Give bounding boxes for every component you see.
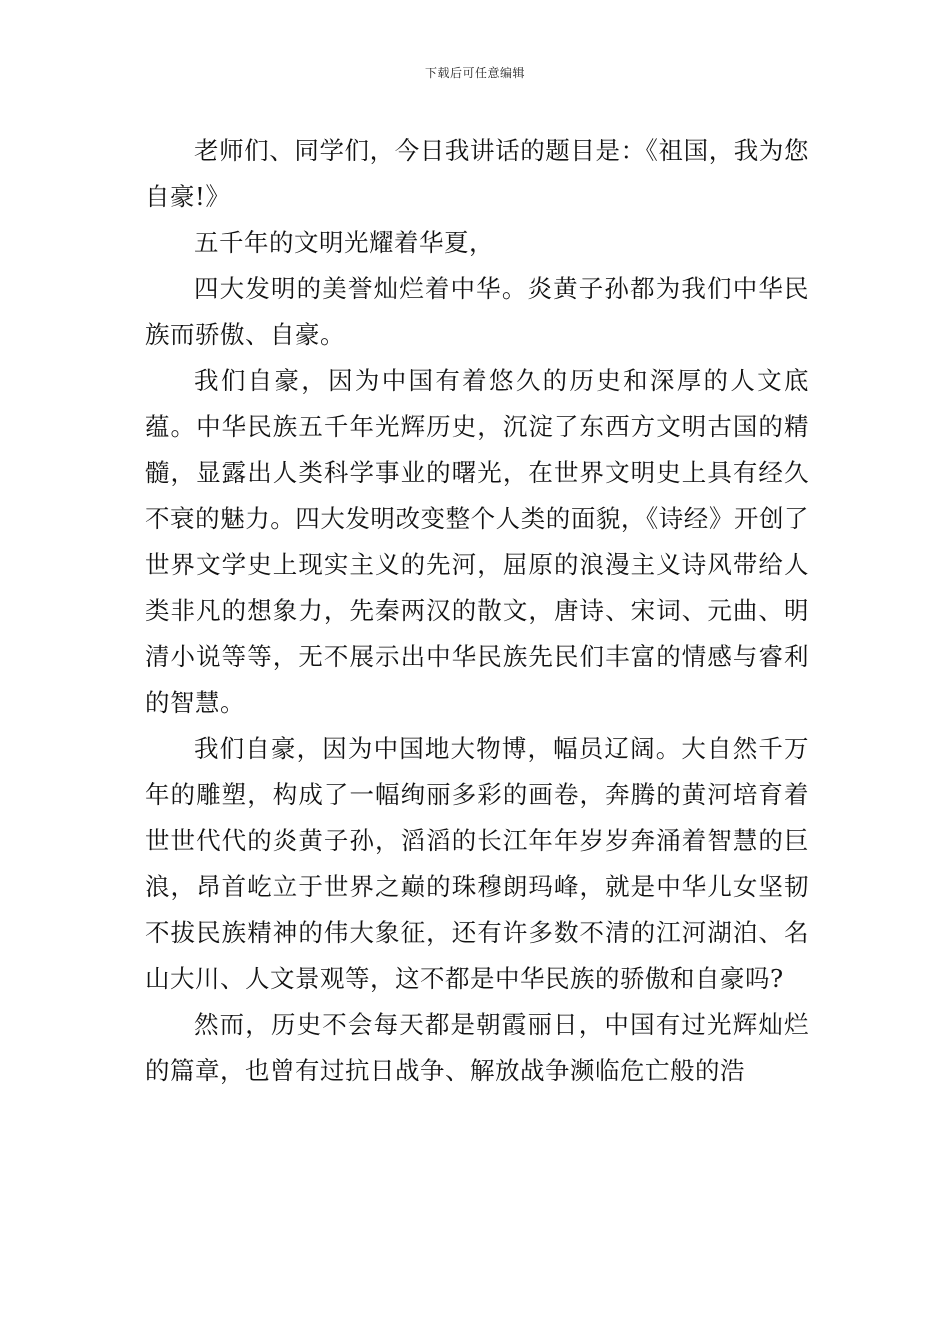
paragraph-title-intro: 老师们、同学们，今日我讲话的题目是：《祖国，我为您自豪!》: [145, 136, 809, 211]
paragraph-inventions: 四大发明的美誉灿烂着中华。炎黄子孙都为我们中华民族而骄傲、自豪。: [145, 274, 809, 349]
paragraph-geography: 我们自豪，因为中国地大物博，幅员辽阔。大自然千万年的雕塑，构成了一幅绚丽多彩的画卷，奔腾的黄河培育着世世代代的炎黄子孙，滔滔的长江年年岁岁奔涌着智慧的巨浪，昂首屹立于世界之巅的珠穆朗玛峰，就是中华儿女坚韧不拔民族精神的伟大象征，还有许多数不清的江河湖泊、名山大川、人文景观等，这不都是中华民族的骄傲和自豪吗?: [145, 734, 809, 993]
paragraph-history: 我们自豪，因为中国有着悠久的历史和深厚的人文底蕴。中华民族五千年光辉历史，沉淀了东西方文明古国的精髓，显露出人类科学事业的曙光，在世界文明史上具有经久不衰的魅力。四大发明改变整个人类的面貌，《诗经》开创了世界文学史上现实主义的先河，屈原的浪漫主义诗风带给人类非凡的想象力，先秦两汉的散文，唐诗、宋词、元曲、明清小说等等，无不展示出中华民族先民们丰富的情感与睿利的智慧。: [145, 366, 809, 717]
paragraph-however: 然而，历史不会每天都是朝霞丽日，中国有过光辉灿烂的篇章，也曾有过抗日战争、解放战争濒临危亡般的浩: [145, 1010, 809, 1085]
page-header: 下载后可任意编辑: [424, 66, 525, 80]
paragraph-civilization: 五千年的文明光耀着华夏，: [194, 228, 494, 257]
document-body: [145, 128, 809, 1094]
